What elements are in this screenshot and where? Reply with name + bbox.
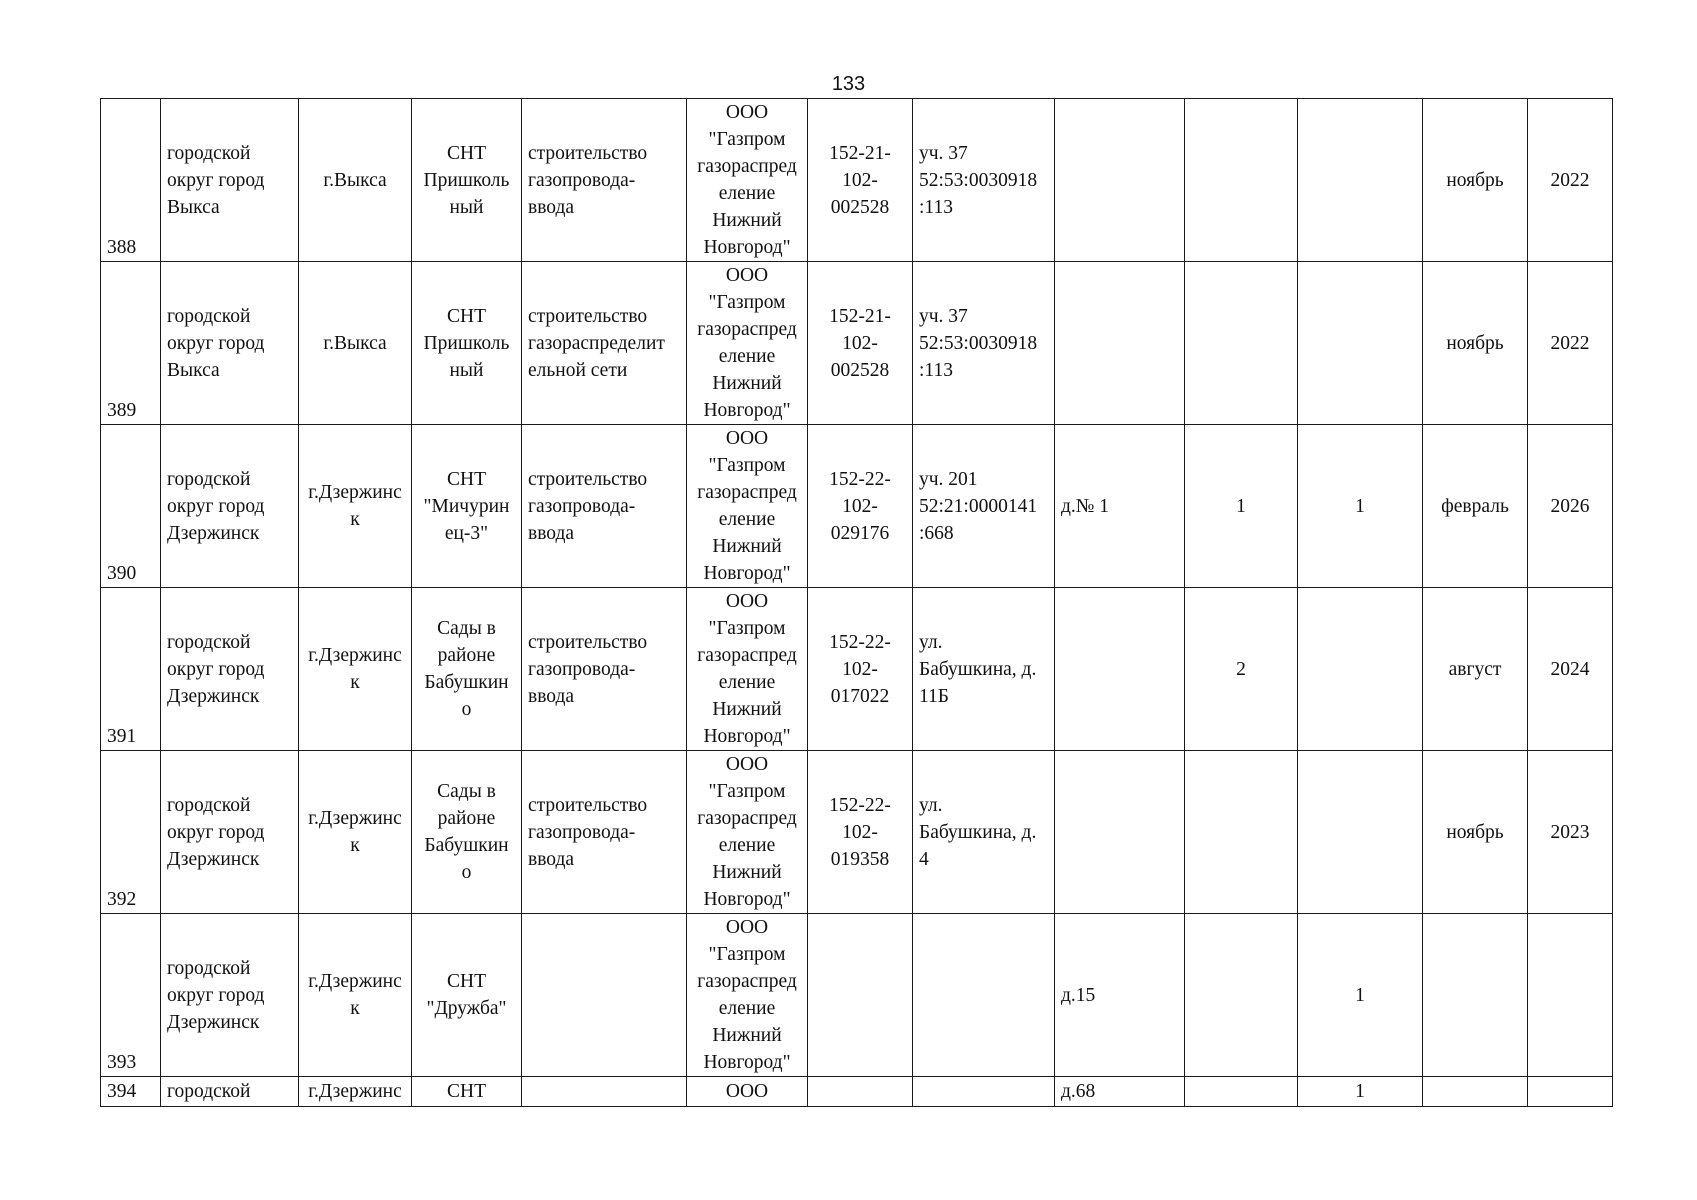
- object-line: ный: [449, 359, 484, 381]
- object-cell: [412, 1077, 522, 1107]
- contract-number-line: 002528: [830, 359, 890, 381]
- organization-cell: [687, 262, 808, 425]
- work-type-line: строительство: [528, 305, 648, 327]
- work-type-cell: [522, 425, 687, 588]
- district-line: городской: [167, 142, 251, 164]
- row-number-cell: 389: [101, 262, 161, 425]
- count-cell-2: [1298, 588, 1423, 751]
- organization-line: ООО: [725, 428, 769, 449]
- organization-line: еление: [718, 509, 776, 530]
- count-cell-2: 1: [1298, 1077, 1423, 1107]
- house-cell: [1055, 588, 1185, 751]
- district-line: городской: [167, 305, 251, 327]
- organization-line: Новгород": [703, 1052, 791, 1073]
- year-cell: 2022: [1528, 99, 1613, 262]
- district-cell: [161, 588, 299, 751]
- object-line: СНТ: [447, 971, 486, 992]
- table-row: [101, 99, 1613, 262]
- organization-line: газораспред: [697, 971, 797, 992]
- count-cell-1: 2: [1185, 588, 1298, 751]
- district-cell: [161, 751, 299, 914]
- contract-number-line: 152-21-: [829, 305, 891, 327]
- contract-number-cell: [808, 1077, 913, 1107]
- contract-number-line: 102-: [842, 658, 878, 680]
- work-type-line: ввода: [528, 685, 575, 707]
- month-cell: ноябрь: [1423, 751, 1528, 914]
- organization-line: Нижний: [712, 862, 782, 883]
- work-type-line: строительство: [528, 142, 648, 164]
- organization-line: Новгород": [703, 237, 791, 258]
- object-line: СНТ: [447, 468, 486, 490]
- organization-line: ООО: [725, 265, 769, 286]
- house-cell: [1055, 262, 1185, 425]
- address-line: 52:21:0000141: [919, 495, 1038, 517]
- settlement-cell: [299, 914, 412, 1077]
- row-number-cell: 391: [101, 588, 161, 751]
- work-type-line: ввода: [528, 848, 575, 870]
- district-cell: [161, 914, 299, 1077]
- work-type-line: ввода: [528, 196, 575, 218]
- settlement-line: г.Дзержинс: [308, 1081, 402, 1102]
- month-cell: февраль: [1423, 425, 1528, 588]
- settlement-line: к: [350, 509, 360, 530]
- contract-number-line: 017022: [830, 685, 890, 707]
- work-type-cell: [522, 262, 687, 425]
- house-cell: д.15: [1055, 914, 1185, 1077]
- table-row: [101, 425, 1613, 588]
- organization-line: еление: [718, 672, 776, 693]
- month-cell: ноябрь: [1423, 262, 1528, 425]
- district-line: городской: [167, 957, 251, 979]
- count-cell-2: [1298, 99, 1423, 262]
- year-cell: 2023: [1528, 751, 1613, 914]
- contract-number-line: 102-: [842, 495, 878, 517]
- object-cell: [412, 751, 522, 914]
- organization-cell: [687, 1077, 808, 1107]
- organization-line: "Газпром: [708, 455, 786, 476]
- object-cell: [412, 425, 522, 588]
- organization-line: газораспред: [697, 156, 797, 177]
- address-line: ул.: [919, 631, 943, 653]
- address-cell: [913, 99, 1055, 262]
- work-type-cell: [522, 99, 687, 262]
- organization-line: еление: [718, 346, 776, 367]
- work-type-line: газопровода-: [528, 821, 636, 843]
- count-cell-1: [1185, 262, 1298, 425]
- district-line: Дзержинск: [167, 848, 260, 870]
- district-line: городской: [167, 631, 251, 653]
- organization-cell: [687, 99, 808, 262]
- organization-line: еление: [718, 835, 776, 856]
- organization-line: Нижний: [712, 536, 782, 557]
- work-type-cell: [522, 1077, 687, 1107]
- organization-cell: [687, 751, 808, 914]
- address-line: уч. 37: [919, 142, 968, 164]
- object-cell: [412, 262, 522, 425]
- district-cell: [161, 1077, 299, 1107]
- district-line: Дзержинск: [167, 685, 260, 707]
- address-cell: [913, 751, 1055, 914]
- count-cell-1: [1185, 751, 1298, 914]
- house-cell: д.№ 1: [1055, 425, 1185, 588]
- organization-line: газораспред: [697, 319, 797, 340]
- object-line: ец-3": [444, 522, 489, 544]
- organization-line: ООО: [725, 1081, 769, 1102]
- object-line: ный: [449, 196, 484, 218]
- object-line: СНТ: [447, 1081, 486, 1102]
- table-row: [101, 914, 1613, 1077]
- work-type-line: газораспределит: [528, 332, 665, 354]
- address-cell: [913, 425, 1055, 588]
- organization-line: "Газпром: [708, 618, 786, 639]
- settlement-line: к: [350, 835, 360, 856]
- object-line: Сады в: [437, 781, 496, 802]
- row-number-cell: 394: [101, 1077, 161, 1107]
- contract-number-line: 102-: [842, 821, 878, 843]
- count-cell-1: [1185, 914, 1298, 1077]
- district-line: округ город: [167, 169, 265, 191]
- district-line: Выкса: [167, 359, 220, 381]
- page-number: 133: [831, 73, 866, 95]
- settlement-line: г.Дзержинс: [308, 808, 402, 829]
- organization-line: Новгород": [703, 400, 791, 421]
- object-line: Пришколь: [423, 332, 510, 354]
- work-type-line: газопровода-: [528, 658, 636, 680]
- district-line: Дзержинск: [167, 1011, 260, 1033]
- object-line: "Мичурин: [423, 495, 510, 517]
- organization-line: ООО: [725, 917, 769, 938]
- district-line: округ город: [167, 332, 265, 354]
- object-cell: [412, 914, 522, 1077]
- object-line: Сады в: [437, 618, 496, 639]
- settlement-cell: [299, 262, 412, 425]
- address-line: уч. 201: [919, 468, 978, 490]
- organization-line: Новгород": [703, 726, 791, 747]
- month-cell: [1423, 914, 1528, 1077]
- register-table: [100, 98, 1613, 1107]
- count-cell-1: [1185, 1077, 1298, 1107]
- settlement-cell: [299, 751, 412, 914]
- district-cell: [161, 99, 299, 262]
- settlement-line: г.Выкса: [323, 169, 387, 191]
- register-body: [101, 99, 1613, 1107]
- year-cell: 2026: [1528, 425, 1613, 588]
- house-cell: [1055, 99, 1185, 262]
- object-line: районе: [437, 808, 496, 829]
- settlement-cell: [299, 588, 412, 751]
- organization-line: Нижний: [712, 373, 782, 394]
- row-number-cell: 393: [101, 914, 161, 1077]
- row-number-cell: 392: [101, 751, 161, 914]
- contract-number-cell: [808, 99, 913, 262]
- row-number-cell: 390: [101, 425, 161, 588]
- organization-line: "Газпром: [708, 944, 786, 965]
- contract-number-line: 152-21-: [829, 142, 891, 164]
- address-line: :113: [919, 359, 953, 381]
- object-line: "Дружба": [426, 998, 507, 1019]
- object-line: о: [461, 862, 472, 883]
- organization-line: "Газпром: [708, 781, 786, 802]
- object-cell: [412, 99, 522, 262]
- count-cell-1: 1: [1185, 425, 1298, 588]
- work-type-line: газопровода-: [528, 169, 636, 191]
- object-cell: [412, 588, 522, 751]
- contract-number-line: 152-22-: [829, 468, 891, 490]
- address-line: 52:53:0030918: [919, 332, 1038, 354]
- organization-line: Новгород": [703, 889, 791, 910]
- count-cell-2: 1: [1298, 914, 1423, 1077]
- address-line: Бабушкина, д.: [919, 658, 1037, 680]
- address-line: уч. 37: [919, 305, 968, 327]
- work-type-line: ельной сети: [528, 359, 628, 381]
- work-type-cell: [522, 588, 687, 751]
- address-cell: [913, 914, 1055, 1077]
- address-line: Бабушкина, д.: [919, 821, 1037, 843]
- organization-line: газораспред: [697, 808, 797, 829]
- address-line: 11Б: [919, 685, 949, 707]
- work-type-line: газопровода-: [528, 495, 636, 517]
- contract-number-line: 102-: [842, 332, 878, 354]
- settlement-line: к: [350, 998, 360, 1019]
- organization-cell: [687, 425, 808, 588]
- district-line: округ город: [167, 984, 265, 1006]
- district-line: Дзержинск: [167, 522, 260, 544]
- organization-line: "Газпром: [708, 292, 786, 313]
- object-line: Бабушкин: [424, 672, 509, 693]
- organization-line: еление: [718, 183, 776, 204]
- work-type-line: строительство: [528, 794, 648, 816]
- table-row: [101, 751, 1613, 914]
- address-cell: [913, 262, 1055, 425]
- district-line: Выкса: [167, 196, 220, 218]
- settlement-line: г.Дзержинс: [308, 482, 402, 503]
- settlement-line: г.Дзержинс: [308, 645, 402, 666]
- settlement-line: г.Выкса: [323, 332, 387, 354]
- month-cell: август: [1423, 588, 1528, 751]
- contract-number-line: 019358: [830, 848, 890, 870]
- house-cell: д.68: [1055, 1077, 1185, 1107]
- year-cell: 2022: [1528, 262, 1613, 425]
- year-cell: [1528, 914, 1613, 1077]
- row-number-cell: 388: [101, 99, 161, 262]
- year-cell: [1528, 1077, 1613, 1107]
- object-line: Пришколь: [423, 169, 510, 191]
- organization-cell: [687, 914, 808, 1077]
- address-cell: [913, 1077, 1055, 1107]
- contract-number-line: 152-22-: [829, 631, 891, 653]
- contract-number-cell: [808, 588, 913, 751]
- organization-line: Новгород": [703, 563, 791, 584]
- address-line: 4: [919, 848, 929, 870]
- settlement-line: к: [350, 672, 360, 693]
- district-line: округ город: [167, 495, 265, 517]
- object-line: СНТ: [447, 305, 486, 327]
- organization-line: Нижний: [712, 210, 782, 231]
- count-cell-1: [1185, 99, 1298, 262]
- object-line: СНТ: [447, 142, 486, 164]
- object-line: о: [461, 699, 472, 720]
- house-cell: [1055, 751, 1185, 914]
- district-line: городской: [167, 1081, 251, 1102]
- work-type-cell: [522, 914, 687, 1077]
- work-type-line: строительство: [528, 631, 648, 653]
- contract-number-cell: [808, 262, 913, 425]
- contract-number-line: 152-22-: [829, 794, 891, 816]
- contract-number-line: 102-: [842, 169, 878, 191]
- count-cell-2: [1298, 751, 1423, 914]
- organization-line: ООО: [725, 754, 769, 775]
- month-cell: [1423, 1077, 1528, 1107]
- work-type-line: строительство: [528, 468, 648, 490]
- district-line: округ город: [167, 821, 265, 843]
- organization-line: газораспред: [697, 482, 797, 503]
- contract-number-cell: [808, 914, 913, 1077]
- object-line: Бабушкин: [424, 835, 509, 856]
- contract-number-cell: [808, 751, 913, 914]
- month-cell: ноябрь: [1423, 99, 1528, 262]
- district-cell: [161, 425, 299, 588]
- year-cell: 2024: [1528, 588, 1613, 751]
- contract-number-line: 002528: [830, 196, 890, 218]
- organization-line: Нижний: [712, 699, 782, 720]
- organization-line: ООО: [725, 102, 769, 123]
- count-cell-2: 1: [1298, 425, 1423, 588]
- organization-line: еление: [718, 998, 776, 1019]
- settlement-line: г.Дзержинс: [308, 971, 402, 992]
- address-line: ул.: [919, 794, 943, 816]
- district-line: городской: [167, 794, 251, 816]
- contract-number-cell: [808, 425, 913, 588]
- address-line: :668: [919, 522, 954, 544]
- organization-line: газораспред: [697, 645, 797, 666]
- object-line: районе: [437, 645, 496, 666]
- district-line: округ город: [167, 658, 265, 680]
- table-row: [101, 588, 1613, 751]
- organization-line: Нижний: [712, 1025, 782, 1046]
- work-type-cell: [522, 751, 687, 914]
- organization-line: ООО: [725, 591, 769, 612]
- table-row: [101, 1077, 1613, 1107]
- contract-number-line: 029176: [830, 522, 890, 544]
- work-type-line: ввода: [528, 522, 575, 544]
- settlement-cell: [299, 1077, 412, 1107]
- organization-line: "Газпром: [708, 129, 786, 150]
- organization-cell: [687, 588, 808, 751]
- settlement-cell: [299, 425, 412, 588]
- count-cell-2: [1298, 262, 1423, 425]
- address-line: :113: [919, 196, 953, 218]
- district-cell: [161, 262, 299, 425]
- settlement-cell: [299, 99, 412, 262]
- table-row: [101, 262, 1613, 425]
- address-cell: [913, 588, 1055, 751]
- address-line: 52:53:0030918: [919, 169, 1038, 191]
- district-line: городской: [167, 468, 251, 490]
